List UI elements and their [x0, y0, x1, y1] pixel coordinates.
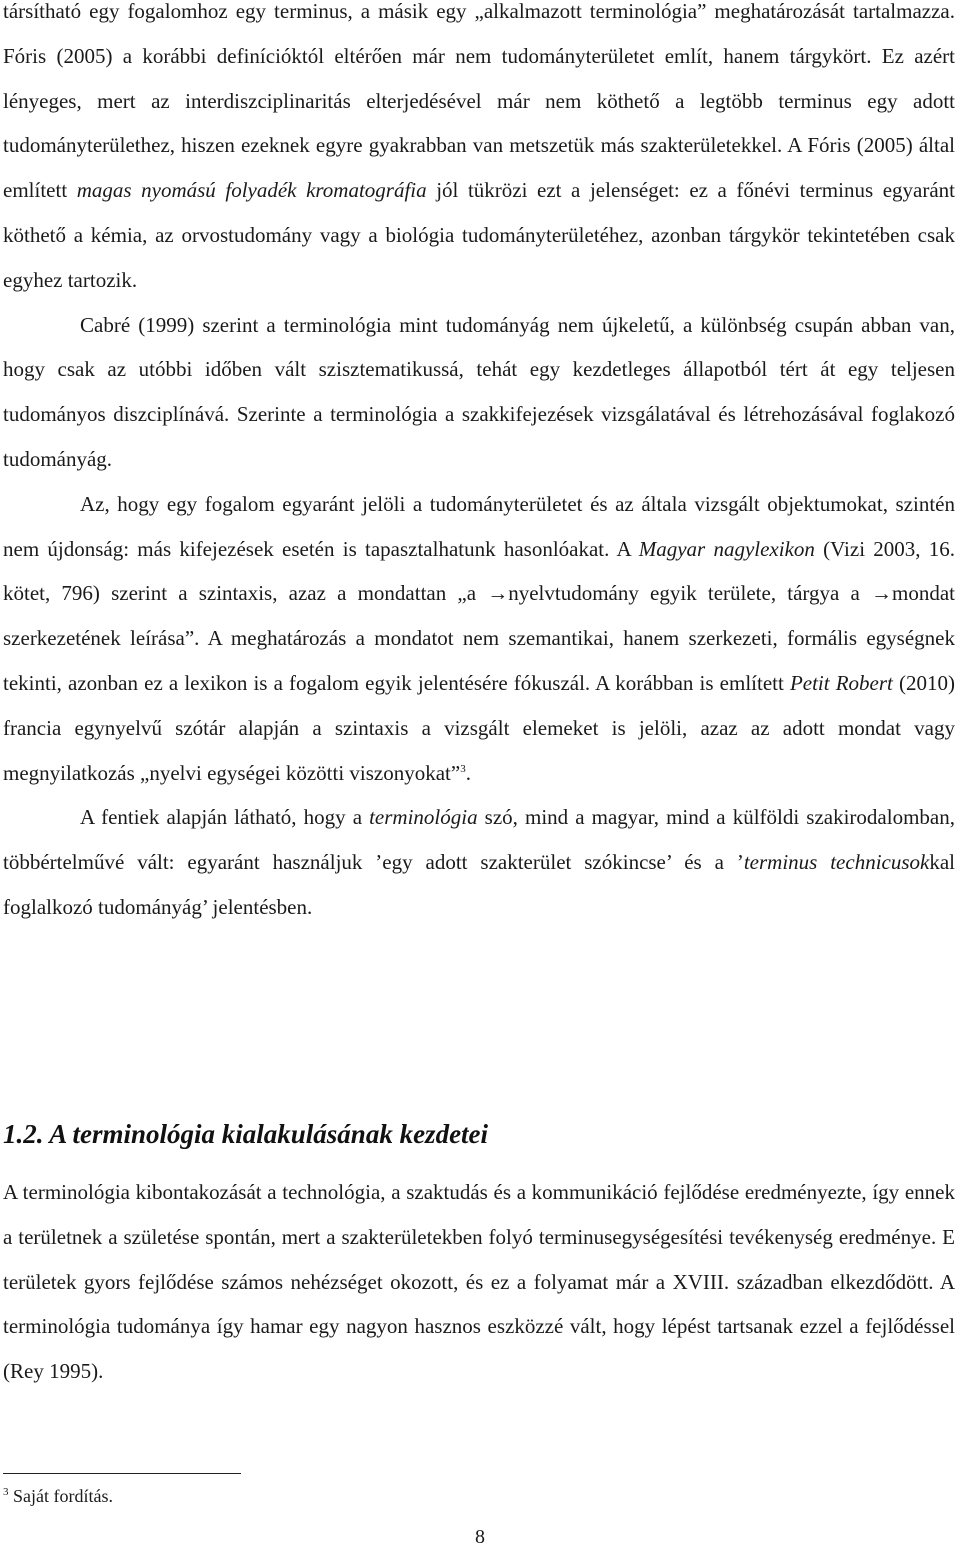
- page-number: 8: [475, 1526, 485, 1548]
- paragraph-3: [3, 482, 955, 796]
- paragraph-2: Cabré (1999) szerint a terminológia mint tudományág nem újkeletű, a különbség csupán abban van, hogy csak az utóbbi időben vált szisztematikussá, tehát egy kezdetleges állapotból tért át egy teljesen tudományos diszciplínává. Szerinte a terminológia a szakkifejezések vizsgálatával és létrehozásával foglakozó tudományág.: [3, 312, 955, 471]
- text-run: .: [465, 760, 471, 785]
- section-heading: 1.2. A terminológia kialakulásának kezdetei: [3, 1119, 489, 1149]
- text-run: (Vizi 2003, 16. kötet, 796) szerint a szintaxis, azaz a mondattan „a →nyelvtudomány egyik területe, tárgya a →mondat szerkezetének leírása”. A meghatározás a mondatot nem szemantikai, hanem szerkezeti, formális egységnek tekinti, azonban ez a lexikon is a fogalom egyik jelentésére fókuszál. A korábban is említett: [3, 536, 956, 695]
- paragraph-5: A terminológia kibontakozását a technológia, a szaktudás és a kommunikáció fejlődése eredményezte, így ennek a területnek a születése spontán, mert a szakterületekben folyó terminusegységesítési tevékenység eredménye. E területek gyors fejlődése számos nehézséget okozott, és ez a folyamat már a XVIII. században elkezdődött. A terminológia tudománya így hamar egy nagyon hasznos eszközzé vált, hogy lépést tartsanak ezzel a fejlődéssel (Rey 1995).: [3, 1180, 955, 1384]
- text-run: jól tükrözi ezt a jelenséget: ez a főnévi terminus egyaránt köthető a kémia, az orvostudomány vagy a biológia tudományterületéhez, azonban tárgykör tekintetében csak egyhez tartozik.: [3, 178, 955, 292]
- text-run: kal foglalkozó tudományág’ jelentésben.: [3, 850, 956, 919]
- text-run: A fentiek alapján látható, hogy a: [80, 805, 370, 830]
- text-run: társítható egy fogalomhoz egy terminus, a másik egy „alkalmazott terminológia” meghatározását tartalmazza. Fóris (2005) a korábbi definícióktól eltérően már nem tudományterületet említ, hanem tárgykört. Ez azért lényeges, mert az interdiszciplinaritás elterjedésével már nem köthető a legtöbb terminus egy adott tudományterülethez, hiszen ezeknek egyre gyakrabban van metszetük más szakterületekkel. A Fóris (2005) által említett: [3, 0, 955, 203]
- italic-title: Magyar nagylexikon: [638, 536, 815, 561]
- section-body: [3, 1170, 955, 1394]
- page-body: [3, 0, 955, 930]
- italic-term: magas nyomású folyadék kromatográfia: [76, 178, 427, 203]
- paragraph-4: [3, 795, 955, 929]
- footnote-reference[interactable]: 3: [460, 762, 466, 775]
- footnote-marker: 3: [3, 1486, 9, 1498]
- text-run: szó, mind a magyar, mind a külföldi szakirodalomban, többértelművé vált: egyaránt használjuk ’egy adott szakterület szókincse’ és a ’: [3, 805, 955, 875]
- italic-term: terminus technicusok: [743, 850, 930, 875]
- italic-term: terminológia: [369, 805, 478, 830]
- footnote: [3, 1484, 113, 1508]
- footnote-divider: [3, 1473, 241, 1474]
- italic-title: Petit Robert: [789, 670, 893, 695]
- text-run: (2010) francia egynyelvű szótár alapján a szintaxis a vizsgált elemeket is jelöli, azaz az adott mondat vagy megnyilatkozás „nyelvi egységei közötti viszonyokat”: [3, 670, 956, 785]
- footnote-text: Saját fordítás.: [8, 1486, 113, 1506]
- text-run: Az, hogy egy fogalom egyaránt jelöli a tudományterületet és az általa vizsgált objektumokat, szintén nem újdonság: más kifejezések esetén is tapasztalhatunk hasonlóakat. A: [3, 491, 955, 561]
- paragraph-1: [3, 0, 955, 303]
